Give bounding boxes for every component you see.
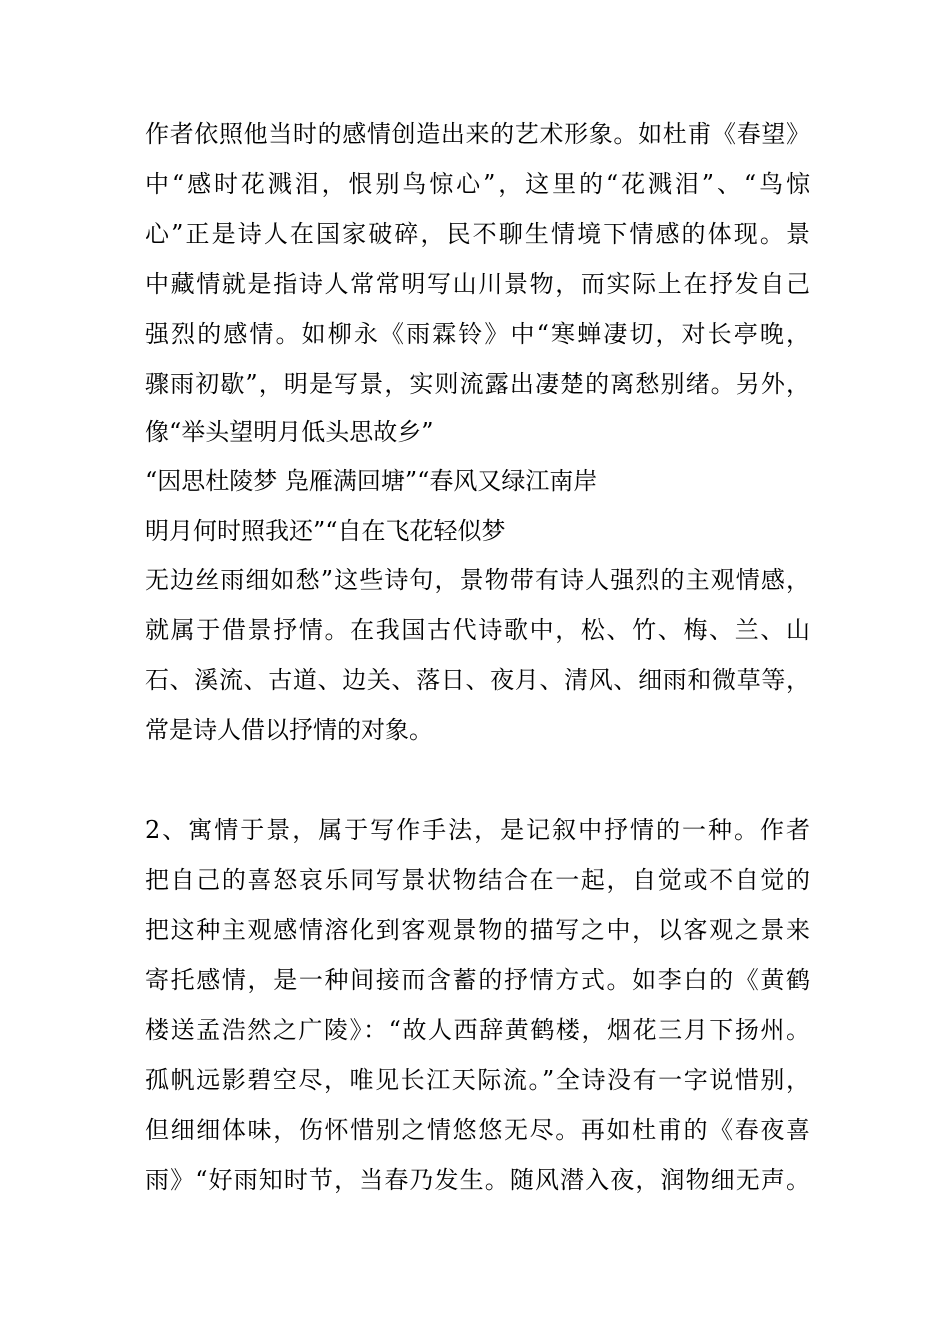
text-line: 心”正是诗人在国家破碎，民不聊生情境下情感的体现。景 bbox=[145, 220, 810, 248]
text-line: 作者依照他当时的感情创造出来的艺术形象。如杜甫《春望》 bbox=[145, 120, 810, 148]
text-line: 强烈的感情。如柳永《雨霖铃》中“寒蝉凄切，对长亭晚， bbox=[145, 320, 810, 348]
text-line: 石、溪流、古道、边关、落日、夜月、清风、细雨和微草等， bbox=[145, 666, 810, 694]
text-line: 常是诗人借以抒情的对象。 bbox=[145, 716, 433, 744]
text-line: 寄托感情，是一种间接而含蓄的抒情方式。如李白的《黄鹤 bbox=[145, 966, 810, 994]
text-line: 把自己的喜怒哀乐同写景状物结合在一起，自觉或不自觉的 bbox=[145, 866, 810, 894]
text-line: 楼送孟浩然之广陵》：“故人西辞黄鹤楼，烟花三月下扬州。 bbox=[145, 1016, 810, 1044]
text-line: 骤雨初歇”，明是写景，实则流露出凄楚的离愁别绪。另外， bbox=[145, 370, 810, 398]
text-line: 2、寓情于景，属于写作手法，是记叙中抒情的一种。作者 bbox=[145, 816, 810, 844]
text-line: 就属于借景抒情。在我国古代诗歌中，松、竹、梅、兰、山 bbox=[145, 616, 810, 644]
text-line: 明月何时照我还”“自在飞花轻似梦 bbox=[145, 517, 506, 545]
text-line: “因思杜陵梦 凫雁满回塘”“春风又绿江南岸 bbox=[145, 467, 598, 495]
text-line: 无边丝雨细如愁”这些诗句，景物带有诗人强烈的主观情感， bbox=[145, 566, 810, 594]
text-line: 像“举头望明月低头思故乡” bbox=[145, 418, 434, 446]
text-line: 中“感时花溅泪，恨别鸟惊心”，这里的“花溅泪”、“鸟惊 bbox=[145, 170, 810, 198]
text-line: 雨》“好雨知时节，当春乃发生。随风潜入夜，润物细无声。 bbox=[145, 1166, 810, 1194]
text-line: 把这种主观感情溶化到客观景物的描写之中，以客观之景来 bbox=[145, 916, 810, 944]
text-line: 但细细体味，伤怀惜别之情悠悠无尽。再如杜甫的《春夜喜 bbox=[145, 1116, 810, 1144]
text-line: 中藏情就是指诗人常常明写山川景物，而实际上在抒发自己 bbox=[145, 270, 810, 298]
text-line: 孤帆远影碧空尽，唯见长江天际流。”全诗没有一字说惜别， bbox=[145, 1066, 810, 1094]
